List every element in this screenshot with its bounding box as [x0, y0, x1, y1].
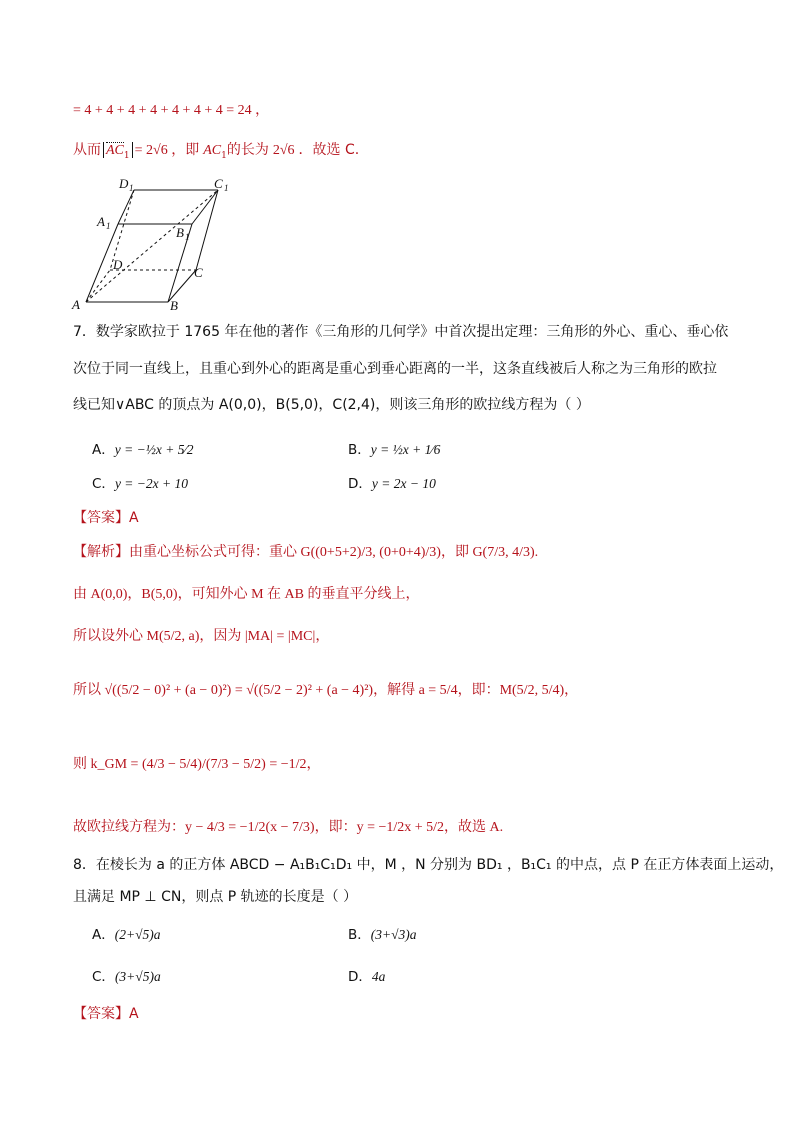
abs-vector: [103, 142, 133, 161]
label-c1: C: [214, 176, 223, 191]
q8-option-b-value: (3+√3)a: [370, 927, 417, 942]
q7-option-b-value: y = ½x + 1⁄6: [370, 442, 441, 457]
label-c: C: [194, 265, 203, 280]
q7-solution-line1: [73, 542, 538, 563]
q8-option-d-label: D．: [348, 969, 372, 985]
q8-option-b-label: B．: [348, 927, 371, 943]
label-b: B: [170, 298, 178, 313]
q7-option-a-label: A．: [92, 442, 115, 458]
label-b1-sub: 1: [185, 232, 190, 242]
q8-stem-line2: 且满足 MP ⊥ CN，则点 P 轨迹的长度是（ ）: [73, 889, 358, 905]
parallelepiped-figure: [64, 174, 244, 314]
label-a1-sub: 1: [106, 221, 111, 231]
q7-option-a[interactable]: [92, 440, 193, 460]
text-conc-f: 2√6: [272, 143, 295, 158]
q8-option-a-value: (2+√5)a: [114, 927, 161, 942]
vec-ac: AC: [106, 143, 124, 158]
q7-solution-text1: 由重心坐标公式可得：重心 G((0+5+2)/3, (0+0+4)/3)，即 G(7/3, 4/3).: [129, 545, 539, 560]
edge-c1c: [196, 190, 218, 270]
conclusion-line: [73, 140, 359, 166]
diag-ac1: [86, 190, 218, 302]
text-conc-g: ．故选 C.: [298, 142, 360, 158]
q7-solution-line4: 所以 √((5/2 − 0)² + (a − 0)²) = √((5/2 − 2)² + (a − 4)²)，解得 a = 5/4，即：M(5/2, 5/4)，: [73, 683, 579, 698]
q7-solution-line6: 故欧拉线方程为：y − 4/3 = −1/2(x − 7/3)，即：y = −1/2x + 5/2，故选 A.: [73, 820, 504, 835]
q7-option-c-value: y = −2x + 10: [114, 476, 189, 491]
q8-option-c-value: (3+√5)a: [114, 969, 161, 984]
edge-c1b1: [192, 190, 218, 224]
label-d1: D: [119, 176, 129, 191]
text-conc-d: AC: [203, 143, 222, 158]
label-a: A: [72, 297, 80, 312]
q7-option-c-label: C．: [92, 476, 115, 492]
q8-option-a-label: A．: [92, 927, 115, 943]
q7-stem-line1: 7．数学家欧拉于 1765 年在他的著作《三角形的几何学》中首次提出定理：三角形的外心、重心、垂心依: [73, 324, 729, 340]
q7-option-d[interactable]: [348, 474, 436, 494]
q7-stem-line3: 线已知∨ABC 的顶点为 A(0,0)，B(5,0)，C(2,4)，则该三角形的欧拉线方程为（ ）: [73, 397, 590, 413]
q8-option-d-value: 4a: [371, 969, 386, 984]
text-conc-c: = 2√6 ，即: [134, 143, 200, 158]
vec-sub: 1: [123, 150, 130, 161]
q8-option-c[interactable]: [92, 967, 161, 987]
q7-option-d-label: D．: [348, 476, 372, 492]
q7-option-c[interactable]: [92, 474, 188, 494]
q7-solution-tag: 【解析】: [73, 544, 129, 560]
q7-solution-line5: 则 k_GM = (4/3 − 5/4)/(7/3 − 5/2) = −1/2，: [73, 757, 321, 772]
sub2: 1: [221, 150, 227, 161]
q7-answer: 【答案】A: [73, 510, 139, 526]
q7-option-b-label: B．: [348, 442, 371, 458]
label-a1: A: [97, 214, 105, 229]
text-conc-a: 从而: [73, 142, 101, 158]
q8-option-d[interactable]: [348, 967, 385, 987]
label-d1-sub: 1: [129, 183, 134, 193]
q8-option-c-label: C．: [92, 969, 115, 985]
edge-ad: [86, 270, 110, 302]
sum-expression: = 4 + 4 + 4 + 4 + 4 + 4 + 4 = 24 ，: [73, 103, 270, 118]
q8-option-a[interactable]: [92, 925, 161, 945]
q7-stem-line2: 次位于同一直线上，且重心到外心的距离是重心到垂心距离的一半，这条直线被后人称之为三角形的欧拉: [73, 361, 717, 377]
q8-option-b[interactable]: [348, 925, 417, 945]
edge-d1a1: [118, 190, 134, 224]
equation-line: [73, 100, 269, 121]
q8-answer: 【答案】A: [73, 1006, 139, 1022]
q7-option-b[interactable]: [348, 440, 440, 460]
q8-stem-line1: 8．在棱长为 a 的正方体 ABCD − A₁B₁C₁D₁ 中，M ，N 分别为 BD₁ ，B₁C₁ 的中点，点 P 在正方体表面上运动，: [73, 857, 784, 873]
q7-solution-line2: 由 A(0,0)，B(5,0)，可知外心 M 在 AB 的垂直平分线上，: [73, 587, 420, 602]
label-c1-sub: 1: [224, 183, 229, 193]
label-b1: B: [176, 225, 184, 240]
q7-solution-line3: 所以设外心 M(5/2, a)，因为 |MA| = |MC|，: [73, 629, 330, 644]
q7-option-d-value: y = 2x − 10: [371, 476, 436, 491]
label-d: D: [113, 257, 123, 272]
q7-option-a-value: y = −½x + 5⁄2: [114, 442, 194, 457]
text-conc-e: 的长为: [226, 142, 269, 158]
